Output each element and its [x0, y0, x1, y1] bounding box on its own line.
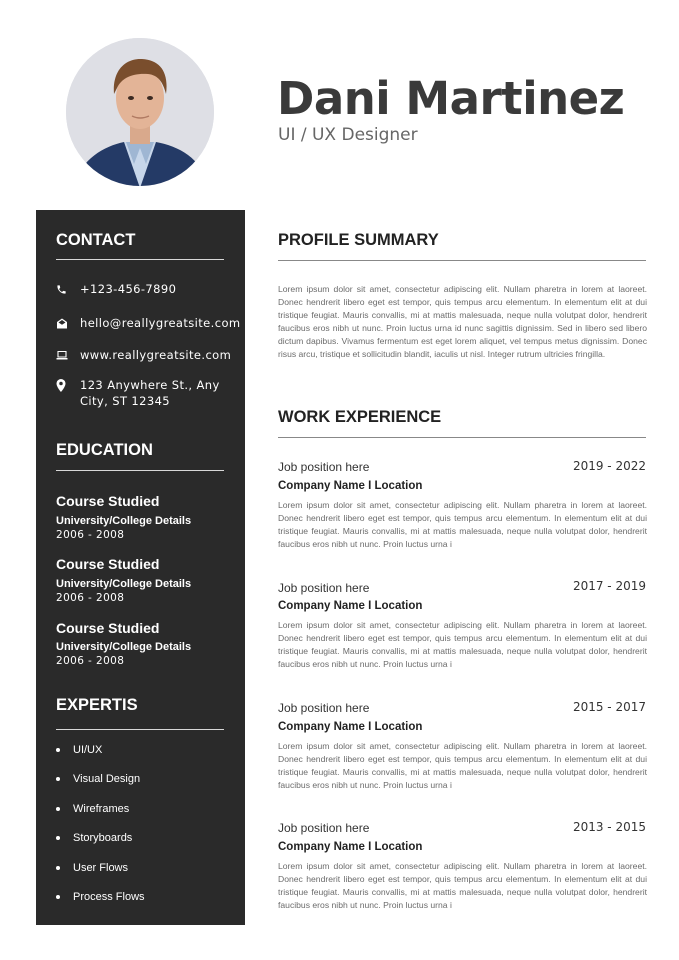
education-institution: University/College Details [56, 641, 192, 653]
profile-summary-text: Lorem ipsum dolor sit amet, consectetur adipiscing elit. Nullam pharetra in lorem at laoreet. Donec hendrerit libero eget est tempor, quis tempus arcu elementum. In elementum elit at dui tristique feugiat. Mauris convallis, mi at mattis malesuada, neque nulla volutpat dolor, hendrerit faucibus eros nibh ut nunc. Proin luctus urna id nunc sagittis dignissim. Sed in libero sed libero dictum dapibus. Vivamus fermentum est eget lorem aliquet, vel tempus metus dignissim. Donec risus arcu, tristique et sollicitudin blandit, iaculis ut nisl. Integer rutrum ultricies fringilla. [278, 284, 647, 359]
bullet-icon [56, 777, 60, 781]
skill-label: Wireframes [73, 803, 130, 815]
laptop-icon [56, 348, 80, 362]
skill-label: Process Flows [73, 891, 145, 903]
job-description: Lorem ipsum dolor sit amet, consectetur adipiscing elit. Nullam pharetra in lorem at laoreet. Donec hendrerit libero eget est tempor, quis tempus arcu elementum. In elementum elit at dui tristique feugiat. Mauris convallis, mi at mattis malesuada, neque nulla volutpat dolor, hendrerit faucibus eros nibh ut nunc. Proin luctus urna i [278, 741, 647, 790]
skill-item [56, 744, 102, 756]
skill-label: UI/UX [73, 744, 103, 756]
bullet-icon [56, 866, 60, 870]
contact-phone [56, 282, 236, 298]
job-description: Lorem ipsum dolor sit amet, consectetur adipiscing elit. Nullam pharetra in lorem at laoreet. Donec hendrerit libero eget est tempor, quis tempus arcu elementum. In elementum elit at dui tristique feugiat. Mauris convallis, mi at mattis malesuada, neque nulla volutpat dolor, hendrerit faucibus eros nibh ut nunc. Proin luctus urna i [278, 861, 647, 910]
education-course: Course Studied [56, 556, 160, 572]
skill-item [56, 832, 132, 844]
job-dates: 2013 - 2015 [572, 820, 646, 834]
sidebar [36, 210, 245, 925]
expertise-divider [56, 729, 224, 730]
address-line-2: City, ST 12345 [80, 393, 171, 408]
contact-heading: CONTACT [56, 231, 136, 249]
education-course: Course Studied [56, 620, 160, 636]
job-description: Lorem ipsum dolor sit amet, consectetur adipiscing elit. Nullam pharetra in lorem at laoreet. Donec hendrerit libero eget est tempor, quis tempus arcu elementum. In elementum elit at dui tristique feugiat. Mauris convallis, mi at mattis malesuada, neque nulla volutpat dolor, hendrerit faucibus eros nibh ut nunc. Proin luctus urna i [278, 500, 647, 549]
candidate-role: UI / UX Designer [278, 125, 418, 145]
candidate-name: Dani Martinez [277, 72, 625, 125]
job-company: Company Name I Location [278, 721, 423, 733]
job-position: Job position here [278, 821, 370, 835]
skill-item [56, 891, 145, 903]
contact-address [56, 378, 236, 409]
job-dates: 2015 - 2017 [572, 700, 646, 714]
skill-item [56, 773, 140, 785]
profile-divider [278, 260, 646, 261]
education-institution: University/College Details [56, 578, 192, 590]
work-divider [278, 437, 646, 438]
job-company: Company Name I Location [278, 480, 423, 492]
skill-item [56, 803, 129, 815]
envelope-icon [56, 316, 80, 330]
phone-text: +123-456-7890 [80, 282, 177, 296]
education-years: 2006 - 2008 [56, 592, 125, 604]
email-text: hello@reallygreatsite.com [80, 316, 241, 330]
contact-divider [56, 259, 224, 260]
contact-website [56, 348, 236, 364]
website-text: www.reallygreatsite.com [80, 348, 232, 362]
skill-item [56, 862, 128, 874]
work-heading: WORK EXPERIENCE [278, 408, 442, 426]
profile-heading: PROFILE SUMMARY [278, 231, 439, 249]
education-divider [56, 470, 224, 471]
map-pin-icon [56, 378, 80, 392]
skill-label: Storyboards [73, 832, 133, 844]
bullet-icon [56, 748, 60, 752]
job-company: Company Name I Location [278, 600, 423, 612]
job-company: Company Name I Location [278, 841, 423, 853]
bullet-icon [56, 807, 60, 811]
job-position: Job position here [278, 460, 370, 474]
education-institution: University/College Details [56, 515, 192, 527]
address-line-1: 123 Anywhere St., Any [80, 378, 220, 392]
education-course: Course Studied [56, 493, 160, 509]
education-years: 2006 - 2008 [56, 655, 125, 667]
contact-email [56, 316, 241, 332]
education-years: 2006 - 2008 [56, 529, 125, 541]
job-dates: 2019 - 2022 [572, 459, 646, 473]
education-heading: EDUCATION [56, 441, 153, 459]
skill-label: Visual Design [73, 773, 141, 785]
job-dates: 2017 - 2019 [572, 579, 646, 593]
skill-label: User Flows [73, 862, 129, 874]
job-position: Job position here [278, 581, 370, 595]
phone-icon [56, 282, 80, 296]
expertise-heading: EXPERTIS [56, 696, 138, 714]
job-position: Job position here [278, 701, 370, 715]
bullet-icon [56, 895, 60, 899]
job-description: Lorem ipsum dolor sit amet, consectetur adipiscing elit. Nullam pharetra in lorem at laoreet. Donec hendrerit libero eget est tempor, quis tempus arcu elementum. In elementum elit at dui tristique feugiat. Mauris convallis, mi at mattis malesuada, neque nulla volutpat dolor, hendrerit faucibus eros nibh ut nunc. Proin luctus urna i [278, 620, 647, 669]
profile-photo [66, 38, 214, 186]
bullet-icon [56, 836, 60, 840]
